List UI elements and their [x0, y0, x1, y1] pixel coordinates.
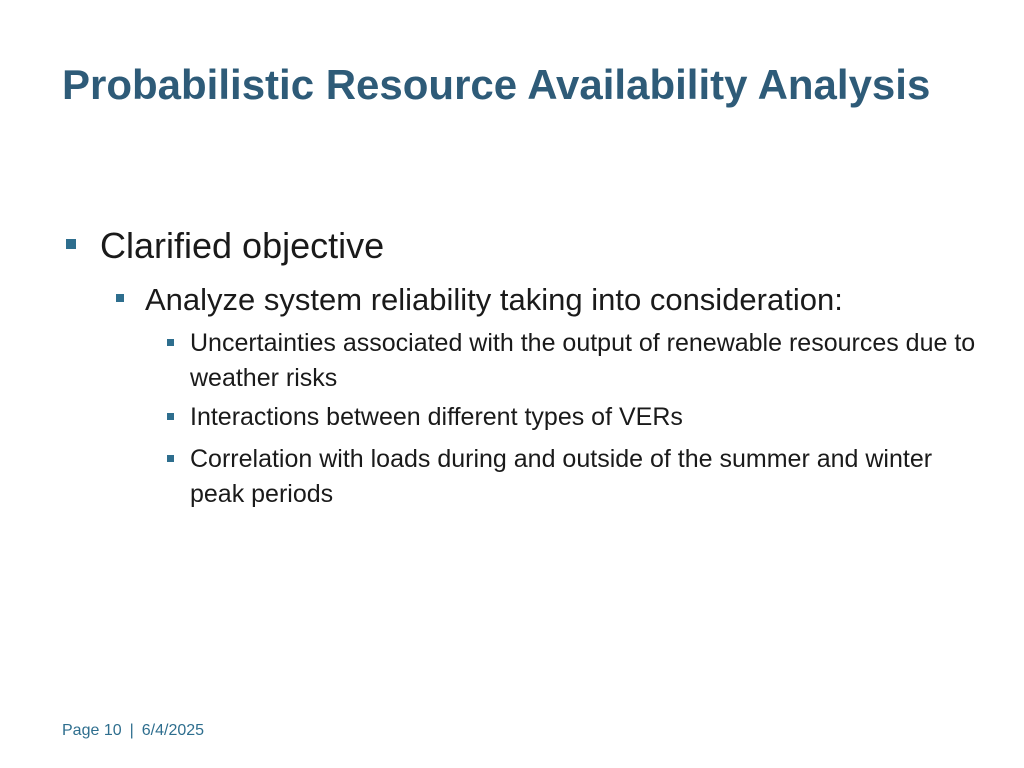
- bullet-level2: Analyze system reliability taking into consideration:: [145, 282, 843, 317]
- square-bullet-icon: [167, 413, 174, 420]
- slide-title: Probabilistic Resource Availability Analysis: [62, 61, 931, 108]
- square-bullet-icon: [116, 294, 124, 302]
- slide-footer: [62, 721, 204, 741]
- footer-date: 6/4/2025: [141, 722, 205, 739]
- square-bullet-icon: [167, 455, 174, 462]
- bullet-level3-uncertainties: Uncertainties associated with the output of renewable resources due to weather risks: [190, 329, 976, 392]
- footer-separator: |: [129, 722, 134, 739]
- bullet-level1: Clarified objective: [100, 225, 385, 266]
- square-bullet-icon: [66, 239, 76, 249]
- square-bullet-icon: [167, 339, 174, 346]
- page-number: Page 10: [62, 722, 122, 739]
- bullet-level3-correlation: Correlation with loads during and outside of the summer and winter peak periods: [190, 445, 933, 508]
- bullet-level3-interactions: Interactions between different types of VERs: [190, 403, 683, 431]
